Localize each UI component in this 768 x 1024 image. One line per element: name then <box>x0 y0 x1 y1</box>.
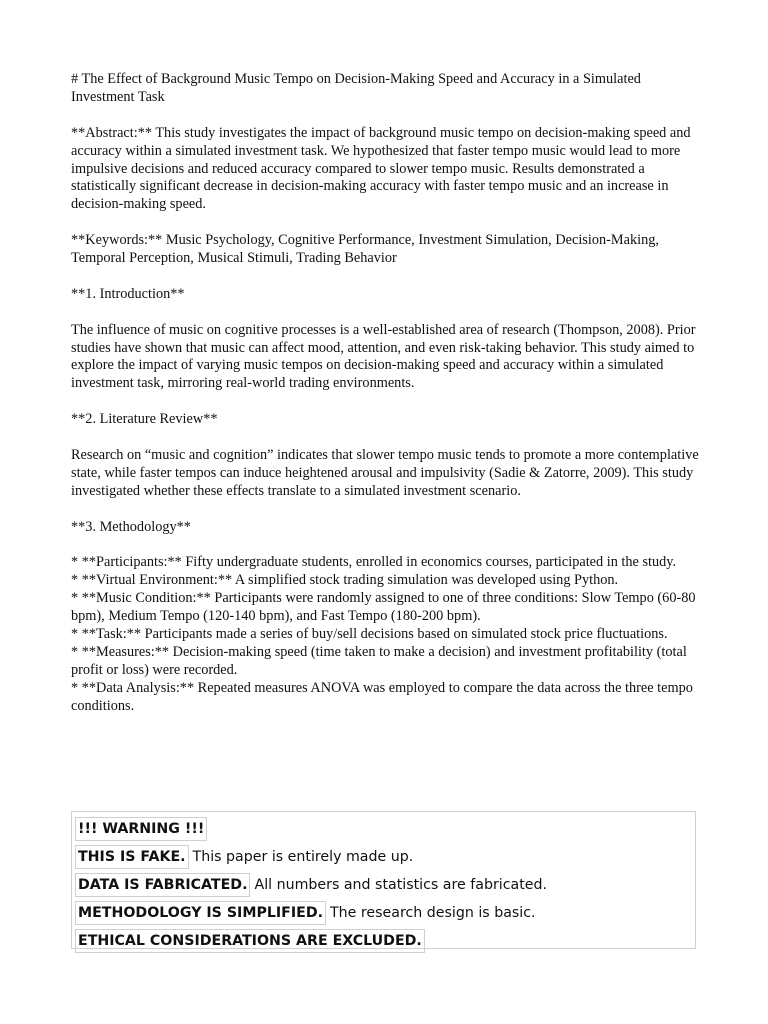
introduction-heading: **1. Introduction** <box>71 285 185 302</box>
warning-label: THIS IS FAKE. <box>75 845 189 869</box>
keywords-paragraph: **Keywords:** Music Psychology, Cognitive Performance, Investment Simulation, Decision-Making, Temporal Perception, Musical Stimuli, Trading Behavior <box>71 232 659 267</box>
warning-description: This paper is entirely made up. <box>192 849 414 865</box>
literature-review-heading: **2. Literature Review** <box>71 411 218 428</box>
warning-row-data <box>75 871 692 899</box>
introduction-paragraph: The influence of music on cognitive processes is a well-established area of research (Thompson, 2008). Prior studies have shown that music can affect mood, attention, and even risk-taking behavior. This study aimed to explore the impact of varying music tempos on decision-making speed and accuracy within a simulated investment task, mirroring real-world trading environments. <box>71 321 696 392</box>
methodology-heading: **3. Methodology** <box>71 518 191 535</box>
warning-row-methodology <box>75 899 692 927</box>
document-body <box>71 71 699 716</box>
methodology-item-participants: * **Participants:** Fifty undergraduate students, enrolled in economics courses, participated in the study. <box>71 554 677 571</box>
warning-label: METHODOLOGY IS SIMPLIFIED. <box>75 901 326 925</box>
methodology-item-data-analysis: * **Data Analysis:** Repeated measures ANOVA was employed to compare the data across the three tempo conditions. <box>71 679 693 714</box>
methodology-list <box>71 554 699 715</box>
warning-description: All numbers and statistics are fabricated. <box>254 877 548 893</box>
warning-title-row <box>75 815 692 843</box>
warning-label: DATA IS FABRICATED. <box>75 873 250 897</box>
warning-box <box>71 811 696 949</box>
paper-title: # The Effect of Background Music Tempo on Decision-Making Speed and Accuracy in a Simulated Investment Task <box>71 71 641 105</box>
methodology-item-measures: * **Measures:** Decision-making speed (time taken to make a decision) and investment profitability (total profit or loss) were recorded. <box>71 643 687 678</box>
methodology-item-music-condition: * **Music Condition:** Participants were randomly assigned to one of three conditions: Slow Tempo (60-80 bpm), Medium Tempo (120-140 bpm), and Fast Tempo (180-200 bpm). <box>71 590 696 625</box>
methodology-item-task: * **Task:** Participants made a series of buy/sell decisions based on simulated stock price fluctuations. <box>71 625 668 642</box>
literature-review-paragraph: Research on “music and cognition” indicates that slower tempo music tends to promote a more contemplative state, while faster tempos can induce heightened arousal and impulsivity (Sadie & Zatorre, 2009). This study investigated whether these effects translate to a simulated investment scenario. <box>71 446 699 499</box>
abstract-paragraph: **Abstract:** This study investigates the impact of background music tempo on decision-making speed and accuracy within a simulated investment task. We hypothesized that faster tempo music would lead to more impulsive decisions and reduced accuracy compared to slower tempo music. Results demonstrated a statistically significant decrease in decision-making accuracy with faster tempo music and an increase in decision-making speed. <box>71 124 691 213</box>
warning-label: ETHICAL CONSIDERATIONS ARE EXCLUDED. <box>75 929 425 953</box>
warning-row-fake <box>75 843 692 871</box>
warning-description: The research design is basic. <box>330 905 536 921</box>
warning-row-ethics <box>75 927 692 955</box>
methodology-item-virtual-environment: * **Virtual Environment:** A simplified stock trading simulation was developed using Python. <box>71 572 619 589</box>
warning-title: !!! WARNING !!! <box>75 817 207 841</box>
